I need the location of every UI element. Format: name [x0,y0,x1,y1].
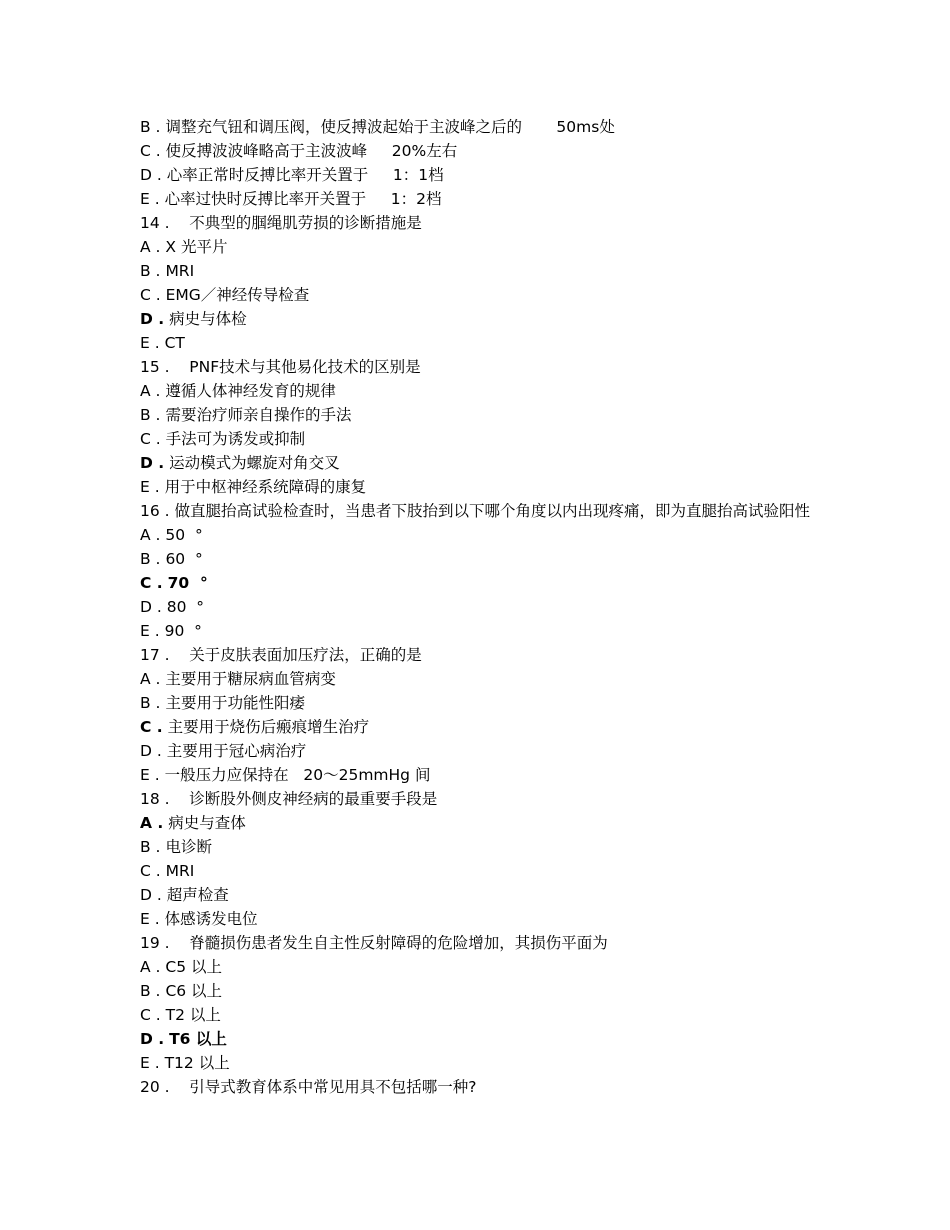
option-text: 电诊断 [165,838,212,856]
option-line [140,331,840,355]
option-text: MRI [165,862,195,880]
question-text: 不典型的腘绳肌劳损的诊断措施是 [174,214,422,232]
question-number: 15 . [140,358,170,376]
option-text: C5 以上 [165,958,223,976]
question-text: 诊断股外侧皮神经病的最重要手段是 [174,790,438,808]
question-line [140,211,840,235]
option-line [140,763,840,787]
option-label: B . [140,838,161,856]
option-line [140,811,840,835]
option-text: 病史与体检 [169,310,247,328]
question-number: 18 . [140,790,170,808]
option-text: 运动模式为螺旋对角交叉 [169,454,340,472]
option-text: 用于中枢神经系统障碍的康复 [164,478,367,496]
option-line [140,739,840,763]
option-line [140,595,840,619]
option-line [140,475,840,499]
option-text: 心率正常时反搏比率开关置于 1：1档 [166,166,444,184]
option-label: B . [140,406,161,424]
question-number: 16 . [140,502,170,520]
option-label: A . [140,670,161,688]
option-line [140,427,840,451]
option-text: 60 ° [165,550,203,568]
option-label: D . [140,742,162,760]
option-text: 心率过快时反搏比率开关置于 1：2档 [164,190,442,208]
option-label: D . [140,454,165,472]
option-label: A . [140,526,161,544]
option-line [140,1027,840,1051]
option-line [140,1051,840,1075]
question-number: 17 . [140,646,170,664]
option-label: E . [140,334,160,352]
option-label: C . [140,718,163,736]
option-label: E . [140,766,160,784]
option-text: EMG／神经传导检查 [165,286,310,304]
option-text: T12 以上 [164,1054,230,1072]
option-line [140,139,840,163]
option-label: E . [140,910,160,928]
option-text: 70 ° [167,574,208,592]
option-line [140,307,840,331]
option-line [140,115,840,139]
option-line [140,451,840,475]
option-line [140,571,840,595]
option-label: C . [140,1006,161,1024]
option-text: 90 ° [164,622,202,640]
option-line [140,547,840,571]
option-label: D . [140,598,162,616]
option-line [140,163,840,187]
question-line [140,355,840,379]
option-label: D . [140,310,165,328]
option-label: C . [140,286,161,304]
option-line [140,187,840,211]
option-line [140,1003,840,1027]
option-line [140,403,840,427]
question-line [140,1075,840,1099]
question-line [140,931,840,955]
option-label: A . [140,238,161,256]
option-text: 主要用于冠心病治疗 [166,742,307,760]
option-label: D . [140,166,162,184]
option-line [140,955,840,979]
question-text: 引导式教育体系中常见用具不包括哪一种? [174,1078,477,1096]
option-text: T2 以上 [165,1006,221,1024]
option-label: B . [140,694,161,712]
option-line [140,979,840,1003]
option-line [140,667,840,691]
option-text: 50 ° [165,526,203,544]
option-text: 主要用于功能性阳痿 [165,694,305,712]
question-number: 20 . [140,1078,170,1096]
option-line [140,715,840,739]
option-line [140,259,840,283]
option-label: A . [140,382,161,400]
option-label: E . [140,622,160,640]
option-label: E . [140,1054,160,1072]
option-text: CT [164,334,185,352]
option-line [140,619,840,643]
option-text: 主要用于糖尿病血管病变 [165,670,336,688]
option-label: B . [140,982,161,1000]
option-text: 使反搏波波峰略高于主波波峰 20%左右 [165,142,458,160]
question-text: 关于皮肤表面加压疗法，正确的是 [174,646,422,664]
option-line [140,859,840,883]
option-text: 体感诱发电位 [164,910,258,928]
option-line [140,283,840,307]
option-text: 80 ° [166,598,205,616]
option-text: 病史与查体 [168,814,246,832]
question-number: 14 . [140,214,170,232]
question-text: 做直腿抬高试验检查时，当患者下肢抬到以下哪个角度以内出现疼痛，即为直腿抬高试验阳性 [174,502,811,520]
option-line [140,379,840,403]
option-label: A . [140,814,164,832]
option-text: 主要用于烧伤后瘢痕增生治疗 [167,718,370,736]
option-label: D . [140,1030,165,1048]
option-text: 需要治疗师亲自操作的手法 [165,406,352,424]
option-label: B . [140,118,161,136]
option-line [140,235,840,259]
option-text: 超声检查 [166,886,229,904]
option-line [140,907,840,931]
option-label: C . [140,862,161,880]
question-line [140,643,840,667]
option-label: B . [140,262,161,280]
option-text: X 光平片 [165,238,228,256]
option-text: 一般压力应保持在 20～25mmHg 间 [164,766,431,784]
option-label: D . [140,886,162,904]
question-number: 19 . [140,934,170,952]
option-text: 调整充气钮和调压阀，使反搏波起始于主波峰之后的 50ms处 [165,118,615,136]
option-label: C . [140,430,161,448]
question-text: PNF技术与其他易化技术的区别是 [174,358,421,376]
option-label: A . [140,958,161,976]
option-label: C . [140,574,163,592]
option-line [140,523,840,547]
question-line [140,787,840,811]
option-text: MRI [165,262,195,280]
question-line [140,499,840,523]
option-text: T6 以上 [169,1030,227,1048]
option-label: B . [140,550,161,568]
option-text: 手法可为诱发或抑制 [165,430,306,448]
document-page [140,115,840,1099]
option-line [140,691,840,715]
option-label: C . [140,142,161,160]
option-text: C6 以上 [165,982,223,1000]
question-text: 脊髓损伤患者发生自主性反射障碍的危险增加，其损伤平面为 [174,934,608,952]
option-text: 遵循人体神经发育的规律 [165,382,336,400]
option-line [140,835,840,859]
option-line [140,883,840,907]
option-label: E . [140,190,160,208]
option-label: E . [140,478,160,496]
